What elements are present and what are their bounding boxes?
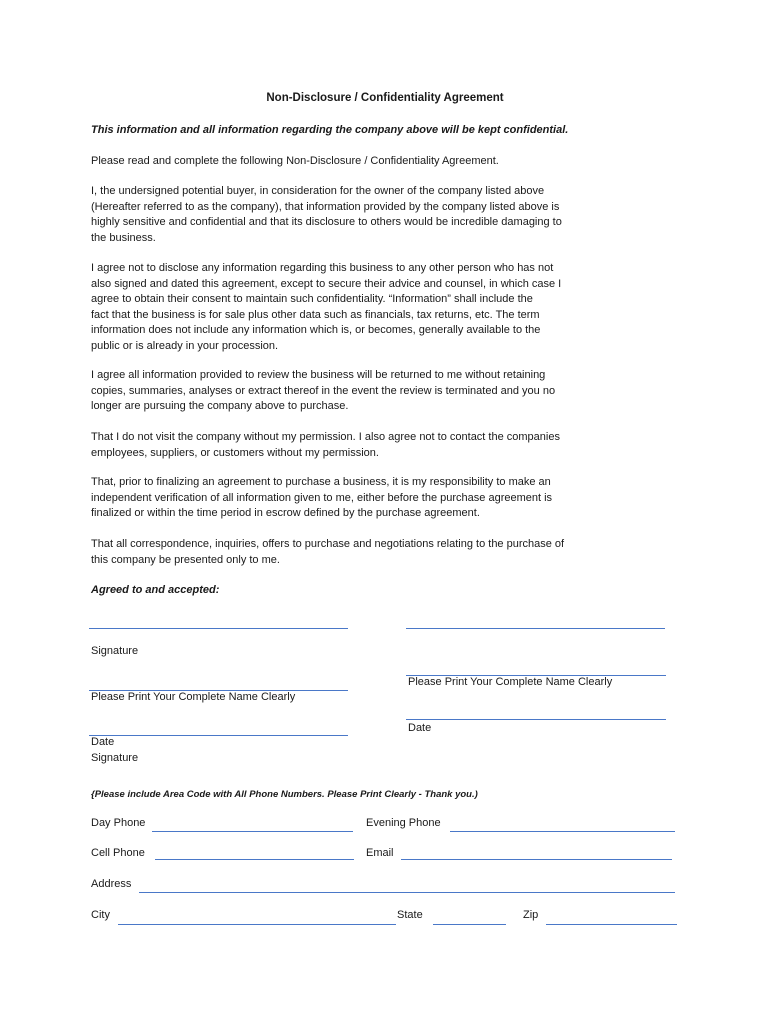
document-title: Non-Disclosure / Confidentiality Agreement — [266, 92, 504, 104]
paragraph-3 — [91, 368, 651, 415]
contact-note: {Please include Area Code with All Phone Numbers. Please Print Clearly - Thank you.) — [91, 789, 478, 800]
right-date-label: Date — [408, 722, 432, 734]
left-signature-label-2: Signature — [91, 752, 139, 764]
paragraph-line: employees, suppliers, or customers without my permission. — [91, 446, 379, 459]
paragraph-line: the business. — [91, 231, 156, 244]
paragraph-line: fact that the business is for sale plus other data such as financials, tax returns, etc. The term — [91, 308, 540, 321]
paragraph-line: also signed and dated this agreement, except to secure their advice and counsel, in which case I — [91, 277, 562, 290]
paragraph-line: finalized or within the time period in escrow defined by the purchase agreement. — [91, 507, 480, 519]
state-field[interactable] — [433, 924, 506, 925]
left-signature-label: Signature — [91, 645, 139, 657]
right-date-line[interactable] — [406, 719, 666, 720]
address-label: Address — [91, 878, 132, 890]
left-date-label: Date — [91, 736, 115, 748]
paragraph-5 — [91, 475, 651, 522]
evening-phone-label: Evening Phone — [366, 817, 441, 829]
evening-phone-field[interactable] — [450, 831, 675, 832]
paragraph-line: That, prior to finalizing an agreement to purchase a business, it is my responsibility to make an — [91, 476, 551, 488]
left-signature-line[interactable] — [89, 628, 348, 629]
cell-phone-label: Cell Phone — [91, 847, 145, 859]
left-date-line[interactable] — [89, 735, 348, 736]
paragraph-line: longer are pursuing the company above to purchase. — [91, 400, 349, 412]
paragraph-line: information does not include any information which is, or becomes, generally available to the — [91, 324, 541, 336]
paragraph-line: copies, summaries, analyses or extract thereof in the event the review is terminated and you no — [91, 384, 556, 397]
paragraph-2 — [91, 261, 651, 354]
left-name-label: Please Print Your Complete Name Clearly — [91, 691, 296, 703]
email-label: Email — [366, 847, 394, 859]
paragraph-line: That all correspondence, inquiries, offers to purchase and negotiations relating to the purchase of — [91, 538, 565, 550]
zip-label: Zip — [523, 909, 539, 921]
paragraph-line: agree to obtain their consent to maintain such confidentiality. “Information” shall include the — [91, 293, 533, 305]
paragraph-line: (Hereafter referred to as the company), that information provided by the company listed above is — [91, 200, 560, 213]
agreed-heading: Agreed to and accepted: — [91, 584, 220, 596]
day-phone-label: Day Phone — [91, 817, 146, 829]
paragraph-6 — [91, 537, 651, 568]
paragraph-line: I agree all information provided to review the business will be returned to me without retaining — [91, 369, 546, 381]
paragraph-line: I, the undersigned potential buyer, in consideration for the owner of the company listed above — [91, 185, 545, 197]
cell-phone-field[interactable] — [155, 859, 354, 860]
right-signature-line[interactable] — [406, 628, 665, 629]
confidential-notice: This information and all information regarding the company above will be kept confidential. — [91, 124, 569, 136]
paragraph-4 — [91, 430, 651, 461]
paragraph-line: That I do not visit the company without my permission. I also agree not to contact the companies — [91, 431, 560, 443]
city-field[interactable] — [118, 924, 396, 925]
zip-field[interactable] — [546, 924, 677, 925]
paragraph-line: independent verification of all information given to me, either before the purchase agreement is — [91, 491, 553, 504]
day-phone-field[interactable] — [152, 831, 353, 832]
right-name-label: Please Print Your Complete Name Clearly — [408, 676, 613, 688]
state-label: State — [397, 909, 423, 921]
paragraph-1 — [91, 184, 651, 246]
paragraph-line: I agree not to disclose any information regarding this business to any other person who has not — [91, 262, 554, 274]
city-label: City — [91, 909, 110, 921]
address-field[interactable] — [139, 892, 675, 893]
email-field[interactable] — [401, 859, 672, 860]
intro-text: Please read and complete the following Non-Disclosure / Confidentiality Agreement. — [91, 155, 499, 167]
paragraph-line: this company be presented only to me. — [91, 553, 280, 566]
paragraph-line: public or is already in your procession. — [91, 339, 279, 352]
paragraph-line: highly sensitive and confidential and that its disclosure to others would be incredible damaging to — [91, 216, 562, 228]
